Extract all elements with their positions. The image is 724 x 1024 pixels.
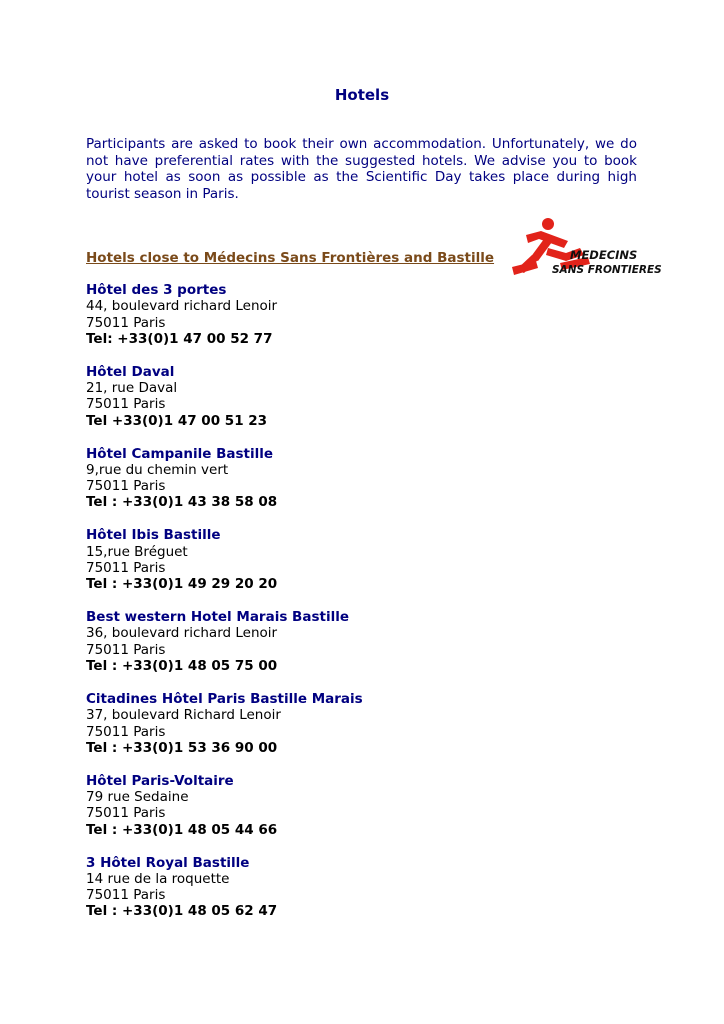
hotel-city: 75011 Paris — [86, 805, 166, 822]
logo-line2: SANS FRONTIERES — [552, 264, 662, 276]
hotel-city: 75011 Paris — [86, 478, 166, 495]
hotel-address: 21, rue Daval — [86, 380, 178, 397]
hotel-phone: Tel: +33(0)1 47 00 52 77 — [86, 330, 273, 347]
hotel-city: 75011 Paris — [86, 887, 166, 904]
hotel-entry — [86, 527, 506, 609]
hotel-phone: Tel +33(0)1 47 00 51 23 — [86, 412, 268, 429]
hotel-address: 79 rue Sedaine — [86, 789, 189, 806]
hotel-name: Hôtel Daval — [86, 363, 175, 380]
hotel-name: 3 Hôtel Royal Bastille — [86, 854, 250, 871]
section-heading: Hotels close to Médecins Sans Frontières and Bastille — [86, 250, 495, 266]
hotel-entry — [86, 773, 506, 855]
hotel-name: Hôtel des 3 portes — [86, 282, 227, 298]
hotel-address: 14 rue de la roquette — [86, 870, 230, 887]
hotel-name: Best western Hotel Marais Bastille — [86, 609, 349, 626]
hotel-city: 75011 Paris — [86, 641, 166, 658]
hotel-list — [86, 282, 506, 936]
hotel-address: 36, boulevard richard Lenoir — [86, 625, 278, 642]
page-title: Hotels — [334, 86, 390, 104]
hotel-phone: Tel : +33(0)1 48 05 44 66 — [86, 821, 278, 838]
hotel-phone: Tel : +33(0)1 43 38 58 08 — [86, 494, 278, 511]
hotel-phone: Tel : +33(0)1 49 29 20 20 — [86, 576, 278, 593]
msf-logo-icon — [508, 215, 663, 281]
hotel-address: 15,rue Bréguet — [86, 543, 188, 560]
hotel-phone: Tel : +33(0)1 48 05 75 00 — [86, 658, 278, 675]
hotel-phone: Tel : +33(0)1 48 05 62 47 — [86, 903, 278, 920]
hotel-entry — [86, 609, 506, 691]
hotel-name: Hôtel Paris-Voltaire — [86, 772, 234, 789]
hotel-address: 37, boulevard Richard Lenoir — [86, 707, 281, 724]
hotel-name: Hôtel Ibis Bastille — [86, 527, 221, 544]
hotel-address: 9,rue du chemin vert — [86, 461, 229, 478]
hotel-city: 75011 Paris — [86, 559, 166, 576]
logo-line1: MEDECINS — [570, 248, 638, 262]
hotel-entry — [86, 364, 506, 446]
msf-logo — [508, 215, 663, 281]
hotel-phone: Tel : +33(0)1 53 36 90 00 — [86, 739, 278, 756]
hotel-name: Hôtel Campanile Bastille — [86, 445, 274, 462]
hotel-entry — [86, 855, 506, 937]
hotel-name: Citadines Hôtel Paris Bastille Marais — [86, 690, 363, 707]
hotel-city: 75011 Paris — [86, 314, 166, 331]
hotel-entry — [86, 282, 506, 364]
hotel-entry — [86, 691, 506, 773]
hotel-entry — [86, 446, 506, 528]
intro-paragraph: Participants are asked to book their own accommodation. Unfortunately, we do not have preferential rates with the suggested hotels. We advise you to book your hotel as soon as possible as the Scientific Day takes place during high tourist season in Paris. — [86, 136, 637, 202]
hotel-address: 44, boulevard richard Lenoir — [86, 298, 278, 315]
hotel-city: 75011 Paris — [86, 723, 166, 740]
hotel-city: 75011 Paris — [86, 396, 166, 413]
